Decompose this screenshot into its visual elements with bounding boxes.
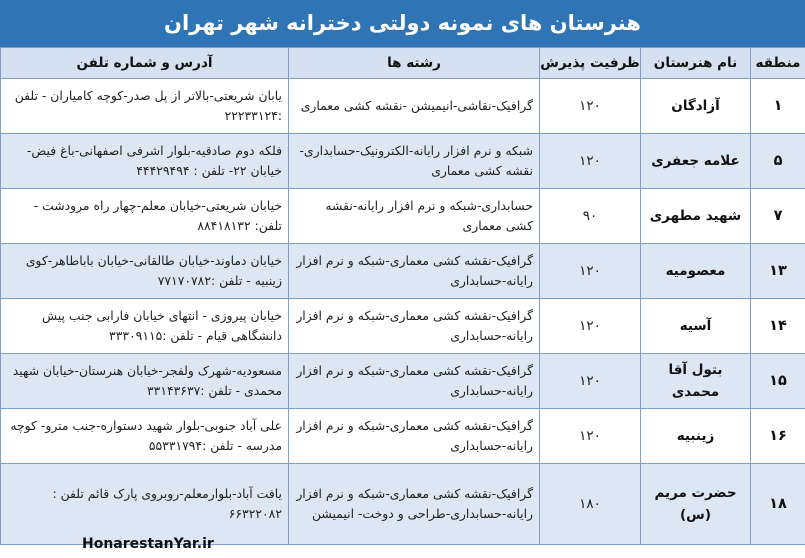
page-title: هنرستان های نمونه دولتی دخترانه شهر تهران: [0, 0, 805, 47]
cell-capacity: ۱۲۰: [540, 299, 641, 354]
cell-name: آسیه: [641, 299, 751, 354]
cell-address: خیابان پیروزی - انتهای خیابان فارابی جنب پیش دانشگاهی قیام - تلفن :۳۳۳۰۹۱۱۵: [1, 299, 289, 354]
cell-name: آزادگان: [641, 79, 751, 134]
cell-capacity: ۹۰: [540, 189, 641, 244]
table-row: [1, 409, 805, 464]
cell-name: شهید مطهری: [641, 189, 751, 244]
cell-name: بتول آقا محمدی: [641, 354, 751, 409]
cell-address: یافت آباد-بلوارمعلم-روبروی پارک قائم تلفن : ۶۶۳۲۲۰۸۲: [1, 464, 289, 545]
cell-region: ۱۴: [751, 299, 805, 354]
cell-address: مسعودیه-شهرک ولفجر-خیابان هنرستان-خیابان شهید محمدی - تلفن :۳۳۱۴۳۶۳۷: [1, 354, 289, 409]
cell-address: علی آباد جنوبی-بلوار شهید دستواره-جنب مترو- کوچه مدرسه - تلفن :۵۵۳۳۱۷۹۴: [1, 409, 289, 464]
table-row: [1, 134, 805, 189]
cell-region: ۱۵: [751, 354, 805, 409]
cell-fields: گرافیک-نقاشی-انیمیشن -نقشه کشی معماری: [289, 79, 540, 134]
cell-capacity: ۱۲۰: [540, 354, 641, 409]
table-row: [1, 79, 805, 134]
cell-address: خیابان شریعتی-خیابان معلم-چهار راه مرودشت - تلفن: ۸۸۴۱۸۱۳۲: [1, 189, 289, 244]
cell-region: ۷: [751, 189, 805, 244]
cell-capacity: ۱۲۰: [540, 244, 641, 299]
cell-name: علامه جعفری: [641, 134, 751, 189]
table-row: [1, 244, 805, 299]
cell-name: زینبیه: [641, 409, 751, 464]
cell-fields: گرافیک-نقشه کشی معماری-شبکه و نرم افزار رایانه-حسابداری-طراحی و دوخت- انیمیشن: [289, 464, 540, 545]
cell-address: خیابان دماوند-خیابان طالقانی-خیابان باباطاهر-کوی زینبیه - تلفن :۷۷۱۷۰۷۸۲: [1, 244, 289, 299]
cell-name: حضرت مریم (س): [641, 464, 751, 545]
site-watermark: HonarestanYar.ir: [82, 536, 214, 552]
cell-fields: شبکه و نرم افزار رایانه-الکترونیک-حسابداری-نقشه کشی معماری: [289, 134, 540, 189]
cell-fields: گرافیک-نقشه کشی معماری-شبکه و نرم افزار رایانه-حسابداری: [289, 244, 540, 299]
cell-address: یابان شریعتی-بالاتر از پل صدر-کوچه کامیاران - تلفن :۲۲۲۳۳۱۲۴: [1, 79, 289, 134]
header-name: نام هنرستان: [641, 48, 751, 79]
header-fields: رشته ها: [289, 48, 540, 79]
header-capacity: ظرفیت پذیرش: [540, 48, 641, 79]
cell-region: ۱: [751, 79, 805, 134]
cell-capacity: ۱۸۰: [540, 464, 641, 545]
table-row: [1, 189, 805, 244]
cell-fields: گرافیک-نقشه کشی معماری-شبکه و نرم افزار رایانه-حسابداری: [289, 299, 540, 354]
schools-table: [0, 47, 805, 545]
cell-name: معصومیه: [641, 244, 751, 299]
cell-capacity: ۱۲۰: [540, 409, 641, 464]
cell-region: ۵: [751, 134, 805, 189]
table-row: [1, 464, 805, 545]
header-address: آدرس و شماره تلفن: [1, 48, 289, 79]
cell-capacity: ۱۲۰: [540, 79, 641, 134]
table-row: [1, 299, 805, 354]
cell-address: فلکه دوم صادقیه-بلوار اشرفی اصفهانی-باغ فیض-خیابان ۲۲- تلفن : ۴۴۴۲۹۴۹۴: [1, 134, 289, 189]
cell-fields: گرافیک-نقشه کشی معماری-شبکه و نرم افزار رایانه-حسابداری: [289, 409, 540, 464]
table-header-row: [1, 48, 805, 79]
cell-region: ۱۶: [751, 409, 805, 464]
cell-fields: حسابداری-شبکه و نرم افزار رایانه-نقشه کشی معماری: [289, 189, 540, 244]
table-row: [1, 354, 805, 409]
cell-region: ۱۸: [751, 464, 805, 545]
header-region: منطقه: [751, 48, 805, 79]
cell-region: ۱۳: [751, 244, 805, 299]
cell-capacity: ۱۲۰: [540, 134, 641, 189]
cell-fields: گرافیک-نقشه کشی معماری-شبکه و نرم افزار رایانه-حسابداری: [289, 354, 540, 409]
